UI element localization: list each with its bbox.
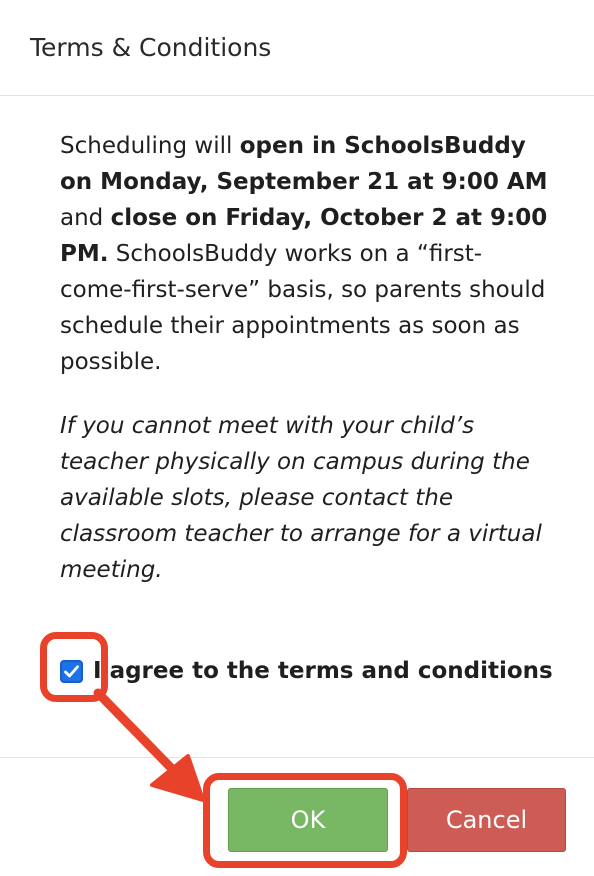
close-date-text: close on Friday, October 2 at 9:00 PM.	[60, 205, 548, 267]
check-icon	[64, 665, 79, 678]
body-text-1: Scheduling will	[60, 133, 240, 159]
open-date-text: open in SchoolsBuddy on Monday, September 21 at 9:00 AM	[60, 133, 548, 195]
footer-divider	[0, 757, 594, 758]
dialog-header	[0, 0, 594, 96]
dialog-body	[60, 128, 550, 588]
ok-button[interactable]: OK	[228, 788, 388, 852]
scheduling-paragraph	[60, 128, 550, 380]
body-text-2: and	[60, 205, 111, 231]
agree-terms-row[interactable]	[60, 653, 553, 689]
agree-label: I agree to the terms and conditions	[93, 658, 553, 684]
agree-checkbox[interactable]	[60, 660, 83, 683]
dialog-title: Terms & Conditions	[30, 33, 272, 62]
cancel-button[interactable]: Cancel	[407, 788, 566, 852]
body-text-3: SchoolsBuddy works on a “first-come-first-serve” basis, so parents should schedule their appointments as soon as possible.	[60, 241, 546, 375]
virtual-meeting-paragraph: If you cannot meet with your child’s teacher physically on campus during the available slots, please contact the classroom teacher to arrange for a virtual meeting.	[60, 413, 542, 583]
